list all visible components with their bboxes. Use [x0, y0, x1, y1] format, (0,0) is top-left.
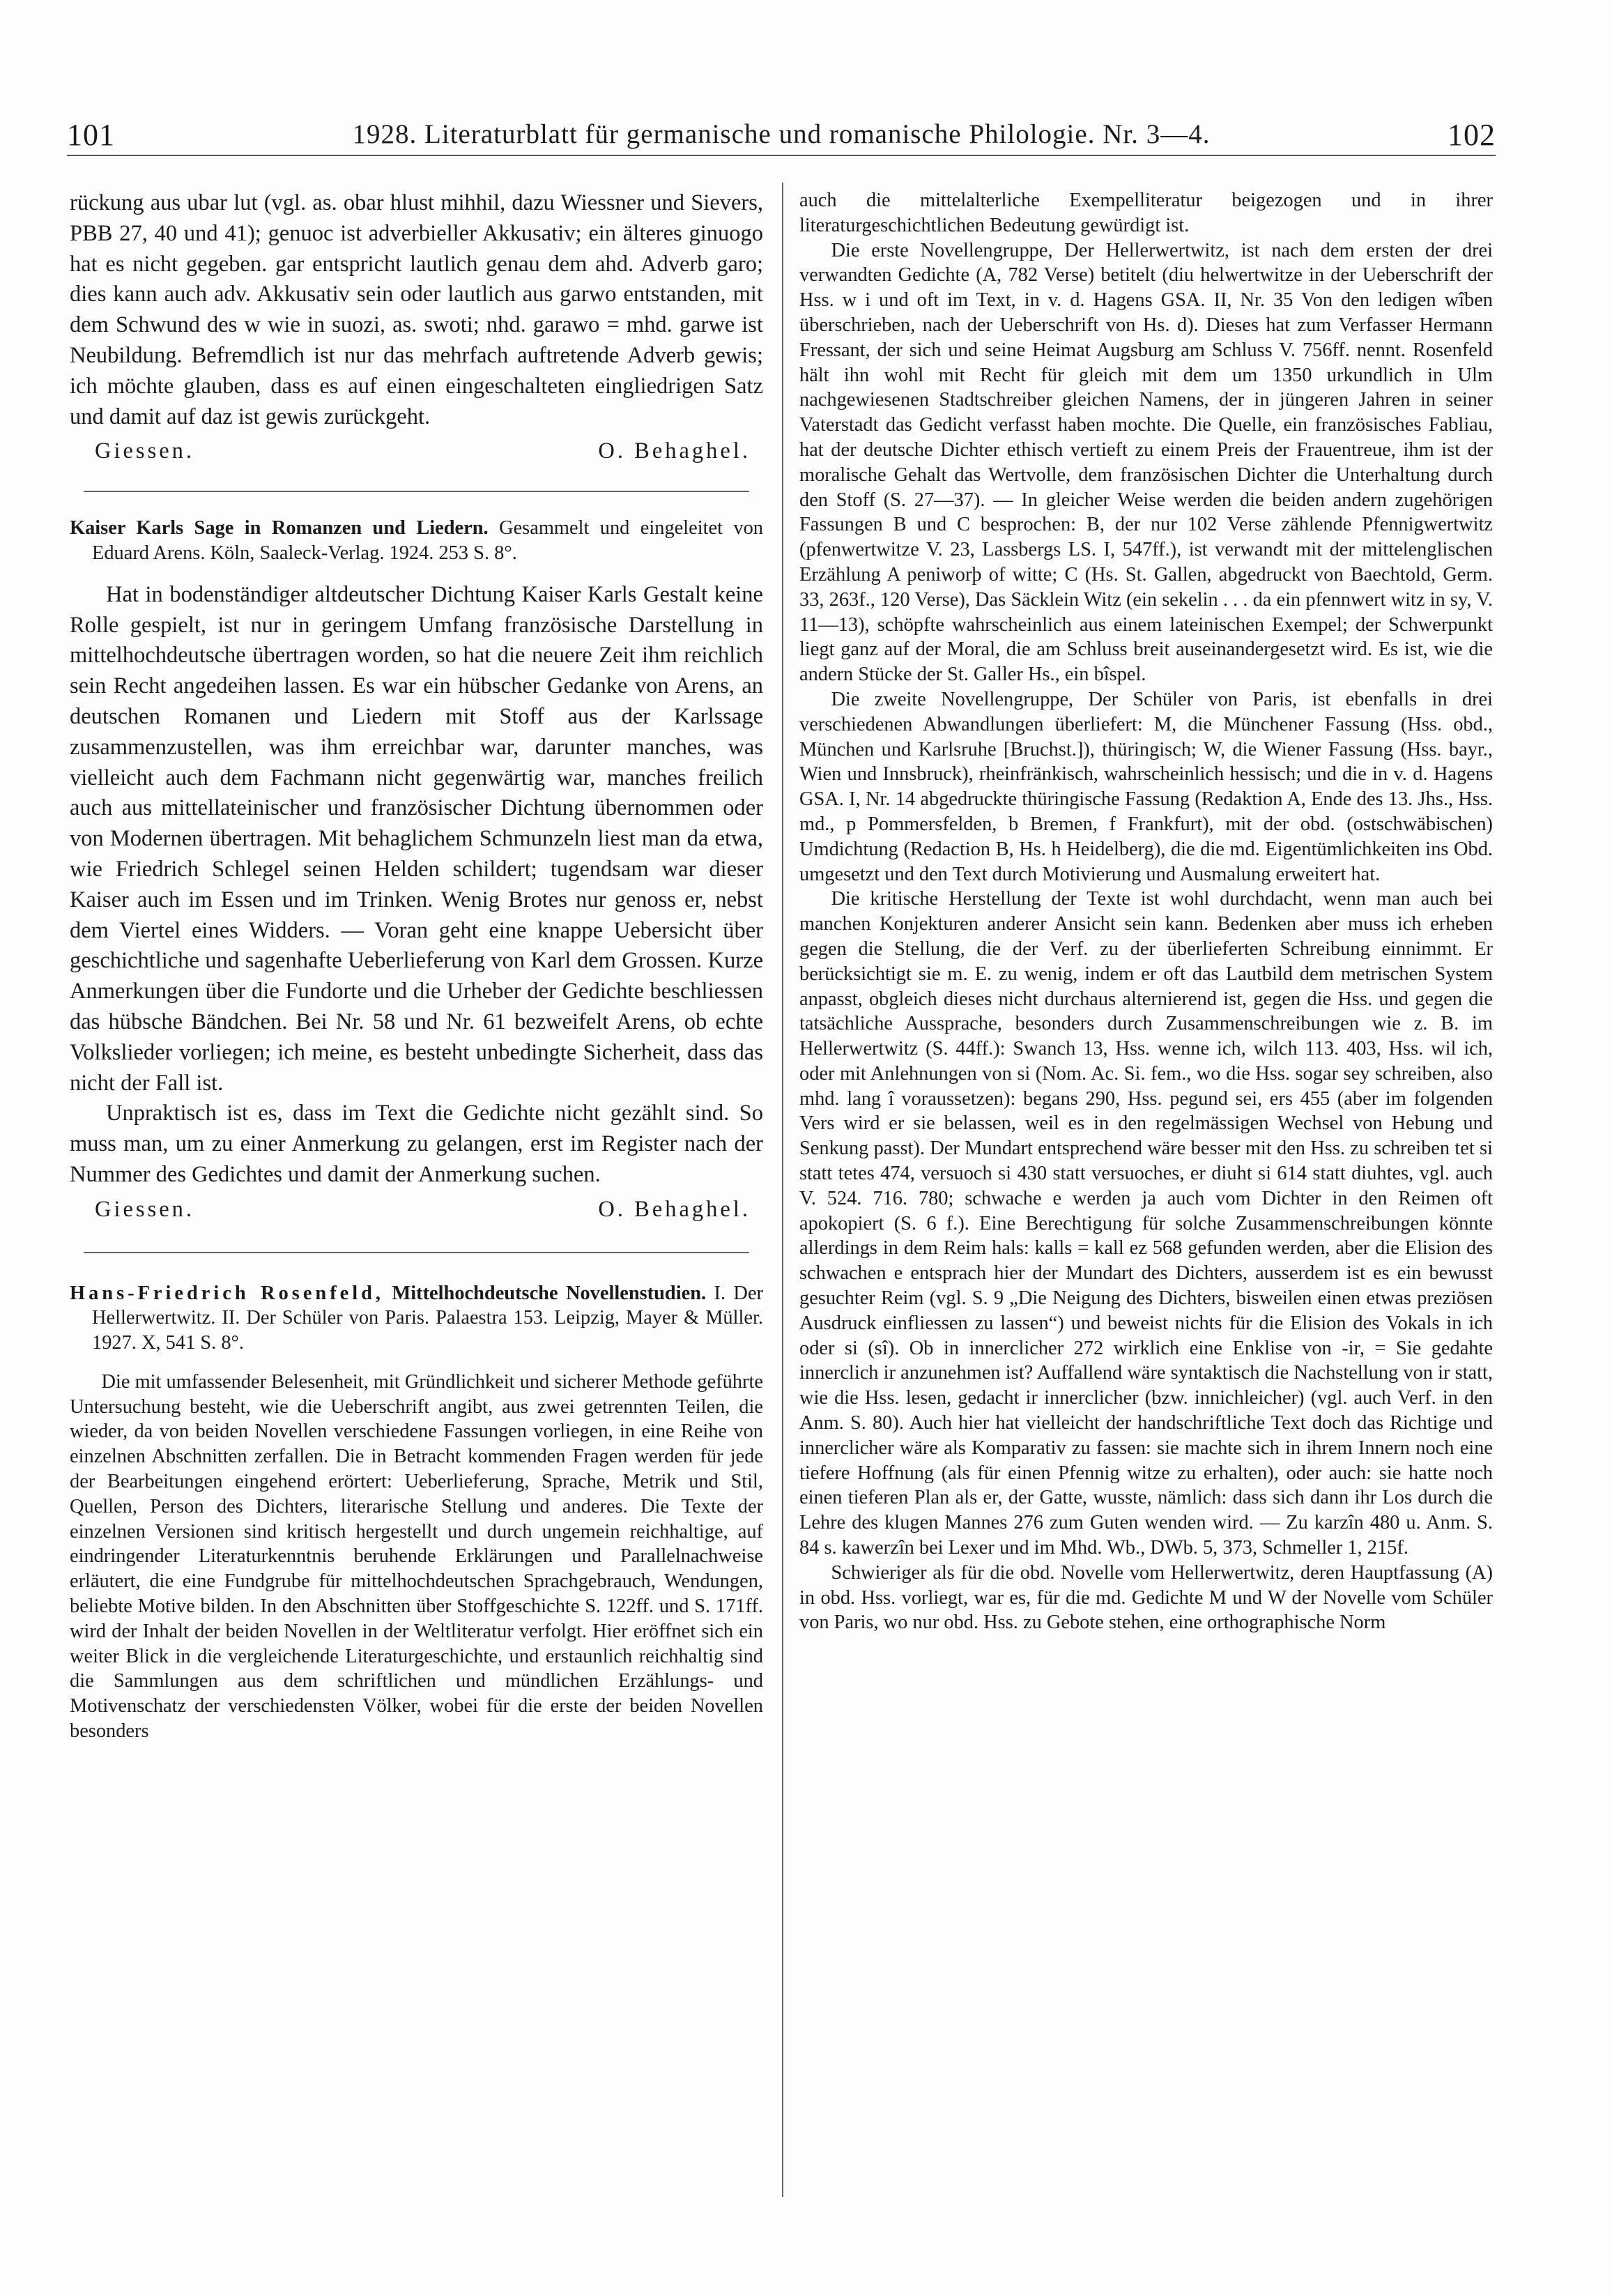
signature-name: O. Behaghel.: [598, 438, 751, 464]
review-separator: [84, 1252, 749, 1253]
header-rule: [67, 155, 1496, 156]
review2-paragraph-2: Unpraktisch ist es, dass im Text die Gedichte nicht gezählt sind. So muss man, um zu einer Anmerkung zu gelangen, erst im Register nach der Nummer des Gedichtes und damit der Anmerkung suchen.: [70, 1101, 763, 1187]
review3-paragraph-6: Schwieriger als für die obd. Novelle vom Hellerwertwitz, deren Hauptfassung (A) in obd. Hss. vorliegt, war es, für die md. Gedichte M und W der Novelle vom Schüler von Paris, wo nur obd. Hss. zu Gebote stehen, eine orthographische Norm: [799, 1561, 1493, 1634]
review3-paragraph-1: Die mit umfassender Belesenheit, mit Gründlichkeit und sicherer Methode geführte Untersuchung besteht, wie die Ueberschrift angibt, aus zwei getrennten Teilen, die wieder, da von beiden Novellen verschiedene Fassungen vorliegen, in eine Reihe von einzelnen Abschnitten zerfallen. Die in Betracht kommenden Fragen werden für jede der Bearbeitungen eingehend erörtert: Ueberlieferung, Sprache, Metrik und Stil, Quellen, Person des Dichters, literarische Stellung und anderes. Die Texte der einzelnen Versionen sind kritisch hergestellt und durch ungemein reichhaltige, auf eindringender Literaturkenntnis beruhende Erklärungen und Parallelnachweise erläutert, die eine Fundgrube für mittelhochdeutschen Sprachgebrauch, Wendungen, beliebte Motive bilden. In den Abschnitten über Stoffgeschichte S. 122ff. und S. 171ff. wird der Inhalt der beiden Novellen in der Weltliteratur verfolgt. Hier eröffnet sich ein weiter Blick in die vergleichende Literaturgeschichte, und erstaunlich reichhaltig sind die Sammlungen aus dem schriftlichen und mündlichen Erzählungs- und Motivenschatz der verschiedensten Völker, wobei für die erste der beiden Novellen besonders: [70, 1370, 763, 1743]
review-separator: [84, 491, 749, 492]
running-header: [67, 117, 1496, 156]
running-title: 1928. Literaturblatt für germanische und romanische Philologie. Nr. 3—4.: [352, 119, 1211, 149]
review1-continuation: rückung aus ubar lut (vgl. as. obar hlust mihhil, dazu Wiessner und Sievers, PBB 27, 40 und 41); genuoc ist adverbieller Akkusativ; ein älteres ginuogo hat es nicht gegeben. gar entspricht lautlich genau dem ahd. Adverb garo; dies kann auch adv. Akkusativ sein oder lautlich aus garwo entstanden, mit dem Schwund des w wie in suozi, as. swoti; nhd. garawo = mhd. garwe ist Neubildung. Befremdlich ist nur das mehrfach auftretende Adverb gewis; ich möchte glauben, dass es auf einen eingeschalteten eingliedrigen Satz und damit auf daz ist gewis zurückgeht.: [70, 190, 763, 429]
left-column: [70, 188, 763, 1744]
signature-2: [70, 1195, 763, 1225]
review3-paragraph-3: Die erste Novellengruppe, Der Hellerwertwitz, ist nach dem ersten der drei verwandten Gedichte (A, 782 Verse) betitelt (diu helwertwitze in der Ueberschrift der Hss. w i und oft im Text, in v. d. Hagens GSA. II, Nr. 35 Von den ledigen wîben überschrieben, nach der Ueberschrift von Hs. d). Dieses hat zum Verfasser Hermann Fressant, der sich und seine Heimat Augsburg am Schluss V. 756ff. nennt. Rosenfeld hält ihn wohl mit Recht für gleich mit dem um 1350 urkundlich in Ulm nachgewiesenen Stadtschreiber gleichen Namens, der in jüngeren Jahren in seiner Vaterstadt das Gedicht verfasst haben mochte. Die Quelle, ein französisches Fabliau, hat der deutsche Dichter ethisch vertieft zu einem Preis der Frauentreue, ihm ist der moralische Gehalt das Wertvolle, dem französischen Dichter die Unterhaltung durch den Stoff (S. 27—37). — In gleicher Weise werden die beiden andern zugehörigen Fassungen B und C besprochen: B, der nur 102 Verse zählende Pfennigwertwitz (pfenwertwitze V. 23, Lassbergs LS. I, 547ff.), ist verwandt mit der mittelenglischen Erzählung A peniworþ of witte; C (Hs. St. Gallen, abgedruckt von Baechtold, Germ. 33, 263f., 120 Verse), Das Säcklein Witz (ein sekelin . . . da ein pfennwert witz in sy, V. 11—13), schöpfte wahrscheinlich aus einem lateinischen Exempel; der Schwerpunkt liegt ganz auf der Moral, die am Schluss breit auseinandergesetzt wird. Es ist, wie die andern Stücke der St. Galler Hs., ein bîspel.: [799, 239, 1493, 686]
signature-place: Giessen.: [95, 438, 195, 464]
right-column: [799, 188, 1493, 1635]
review3-biblio: I. Der Hellerwertwitz. II. Der Schüler von Paris. Palaestra 153. Leipzig, Mayer & Müller. 1927. X, 541 S. 8°.: [92, 1282, 763, 1354]
review2-heading: [70, 516, 763, 566]
review3-paragraph-4: Die zweite Novellengruppe, Der Schüler von Paris, ist ebenfalls in drei verschiedenen Abwandlungen überliefert: M, die Münchener Fassung (Hss. obd., München und Karlsruhe [Bruchst.]), thüringisch; W, die Wiener Fassung (Hss. bayr., Wien und Innsbruck), rheinfränkisch, wahrscheinlich hessisch; und die in v. d. Hagens GSA. I, Nr. 14 abgedruckte thüringische Fassung (Redaktion A, Ende des 13. Jhs., Hss. md., p Pommersfelden, b Bremen, f Frankfurt), mit der obd. (ostschwäbischen) Umdichtung (Redaction B, Hs. h Heidelberg), die die md. Eigentümlichkeiten ins Obd. umgesetzt und den Text durch Motivierung und Ausmalung erweitert hat.: [799, 688, 1493, 885]
signature-place: Giessen.: [95, 1196, 195, 1222]
page-number-right: 102: [1448, 118, 1496, 152]
review3-author: Hans-Friedrich Rosenfeld,: [70, 1282, 385, 1304]
review2-title: Kaiser Karls Sage in Romanzen und Liedern.: [70, 517, 489, 539]
review3-title: Mittelhochdeutsche Novellenstudien.: [384, 1282, 707, 1304]
page-number-left: 101: [67, 118, 115, 152]
signature-1: [70, 436, 763, 467]
review3-heading: [70, 1281, 763, 1356]
signature-name: O. Behaghel.: [598, 1196, 751, 1222]
review2-paragraph-1: Hat in bodenständiger altdeutscher Dichtung Kaiser Karls Gestalt keine Rolle gespielt, ist nur in geringem Umfang französische Darstellung in mittelhochdeutsche übertragen worden, so hat die neuere Zeit ihm reichlich sein Recht angedeihen lassen. Es war ein hübscher Gedanke von Arens, an deutschen Romanen und Liedern mit Stoff aus der Karlssage zusammenzustellen, was ihm erreichbar war, darunter manches, was vielleicht auch dem Fachmann nicht gegenwärtig war, manches freilich auch aus mittellateinischer und französischer Dichtung übernommen oder von Modernen übertragen. Mit behaglichem Schmunzeln liest man da etwa, wie Friedrich Schlegel seinen Helden schildert; tugendsam war dieser Kaiser auch im Essen und im Trinken. Wenig Brotes nur genoss er, nebst dem Viertel eines Widders. — Voran geht eine knappe Uebersicht über geschichtliche und sagenhafte Ueberlieferung von Karl dem Grossen. Kurze Anmerkungen über die Fundorte und die Urheber der Gedichte beschliessen das hübsche Bändchen. Bei Nr. 58 und Nr. 61 bezweifelt Arens, ob echte Volkslieder vorliegen; ich meine, es besteht unbedingte Sicherheit, dass das nicht der Fall ist.: [70, 581, 763, 1096]
review2-biblio: Gesammelt und eingeleitet von Eduard Arens. Köln, Saaleck-Verlag. 1924. 253 S. 8°.: [92, 517, 764, 564]
review3-paragraph-2: auch die mittelalterliche Exempelliteratur beigezogen und in ihrer literaturgeschichtlichen Bedeutung gewürdigt ist.: [799, 190, 1493, 236]
review3-paragraph-5: Die kritische Herstellung der Texte ist wohl durchdacht, wenn man auch bei manchen Konjekturen anderer Ansicht sein kann. Bedenken aber muss ich erheben gegen die Stellung, die der Verf. zu der überlieferten Schreibung einnimmt. Er berücksichtigt sie m. E. zu wenig, indem er oft das Lautbild dem metrischen System anpasst, obgleich dieses nicht durchaus alternierend ist, gegen die Hss. und gegen die tatsächliche Aussprache, besonders durch Zusammenschreibungen wie z. B. im Hellerwertwitz (S. 44ff.): Swanch 13, Hss. wenne ich, wilch 113. 403, Hss. wil ich, oder mit Anlehnungen von si (Nom. Ac. Si. fem., wo die Hss. sogar sey schreiben, also mhd. lang î voraussetzen): begans 290, Hss. pegund sei, ers 455 (aber im folgenden Vers wird er sie belassen, weil es in den regelmässigen Wechsel von Hebung und Senkung passt). Der Mundart entsprechend wäre besser mit den Hss. zu schreiben tet si statt tetes 474, versuoch si 430 statt versuoches, er diuht si 614 statt diuhtes, vgl. auch V. 524. 716. 780; schwache e werden ja auch vom Dichter in den Reimen oft apokopiert (S. 6 f.). Eine Berechtigung für solche Zusammenschreibungen könnte allerdings in dem Reim hals: kalls = kall ez 568 gefunden werden, aber die Elision des schwachen e entsprach hier der Mundart des Dichters, ausserdem ist es ein bewusst gesuchter Reim (vgl. S. 9 „Die Neigung des Dichters, bisweilen einen etwas preziösen Ausdruck einfliessen zu lassen“) und beweist nichts für die Elision des Vokals in ich oder si (sî). Ob in innerclicher 272 wirklich eine Enklise von -ir, = Sie gedahte innerclich ir anzunehmen ist? Auffallend wäre syntaktisch die Nachstellung von ir statt, wie die Hss. lesen, gedacht ir innerclicher (bzw. innichleicher) (vgl. auch Verf. in den Anm. S. 80). Auch hier hat vielleicht der handschriftliche Text doch das Richtige und innerclicher wäre als Komparativ zu fassen: sie machte sich in ihrem Innern noch eine tiefere Hoffnung (als für einen Pfennig witze zu erhalten), oder auch: sie hatte noch einen tieferen Plan als er, der Gatte, wusste, nämlich: dass sich dann ihr Los durch die Lehre des klugen Mannes 276 zum Guten wenden wird. — Zu karzîn 480 u. Anm. S. 84 s. kawerzîn bei Lexer und im Mhd. Wb., DWb. 5, 373, Schmeller 1, 215f.: [799, 888, 1493, 1559]
column-divider: [782, 183, 783, 2197]
